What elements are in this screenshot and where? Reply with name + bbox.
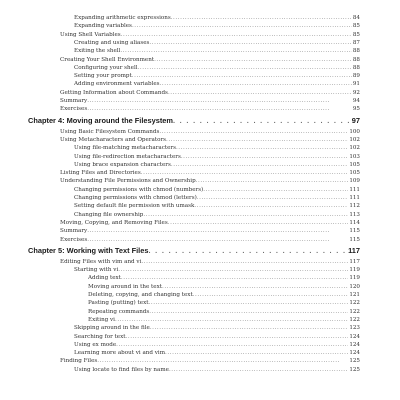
dot-leader bbox=[141, 258, 348, 266]
entry-title: Expanding variables bbox=[74, 23, 132, 30]
entry-title: Setting default file permission with umask bbox=[74, 203, 195, 210]
toc-entry-level-1 bbox=[60, 31, 360, 39]
dot-leader bbox=[168, 89, 352, 97]
toc-entry-level-2 bbox=[74, 80, 360, 88]
entry-title: Creating and using aliases bbox=[74, 39, 150, 46]
entry-title: Listing Files and Directories bbox=[60, 170, 141, 177]
dot-leader bbox=[143, 211, 348, 219]
entry-title: Expanding arithmetic expressions bbox=[74, 15, 171, 21]
entry-title: Using Basic Filesystem Commands bbox=[60, 128, 160, 135]
entry-title: Getting Information about Commands bbox=[60, 89, 168, 96]
entry-title: Using file-matching metacharacters bbox=[74, 145, 176, 152]
entry-title: Exiting the shell bbox=[74, 48, 121, 55]
dot-leader bbox=[138, 64, 352, 72]
dot-leader bbox=[160, 80, 352, 88]
dot-leader bbox=[121, 274, 348, 282]
page-number: 88 bbox=[352, 48, 360, 55]
entry-title: Creating Your Shell Environment bbox=[60, 56, 155, 63]
page-number: 89 bbox=[352, 73, 360, 80]
dot-leader bbox=[194, 202, 348, 210]
page-number: 119 bbox=[349, 267, 360, 274]
dot-leader bbox=[87, 236, 348, 244]
page-number: 124 bbox=[349, 333, 360, 340]
page-number: 115 bbox=[349, 228, 360, 235]
entry-title: Using Metacharacters and Operators bbox=[60, 136, 166, 143]
page-number: 85 bbox=[352, 23, 360, 30]
page-number: 125 bbox=[349, 366, 360, 373]
dot-leader bbox=[141, 169, 349, 177]
toc-entry-level-3 bbox=[88, 316, 360, 324]
entry-title: Deleting, copying, and changing text bbox=[88, 292, 193, 298]
page-number: 113 bbox=[349, 211, 360, 218]
entry-title: Exercises bbox=[60, 106, 88, 113]
toc-entry-level-2 bbox=[74, 39, 360, 47]
page-number: 105 bbox=[349, 170, 360, 177]
dot-leader bbox=[171, 14, 352, 22]
dot-leader bbox=[169, 366, 348, 374]
toc-entry-level-2 bbox=[74, 202, 360, 210]
entry-title: Pasting (putting) text bbox=[88, 300, 149, 307]
entry-title: Configuring your shell bbox=[74, 64, 138, 71]
page-number: 124 bbox=[349, 350, 360, 357]
toc-entry-level-1 bbox=[60, 236, 360, 244]
toc-entry-level-1 bbox=[60, 136, 360, 144]
dot-leader bbox=[197, 194, 349, 202]
dot-leader bbox=[97, 357, 348, 365]
page-number: 122 bbox=[349, 300, 360, 307]
entry-title: Adding environment variables bbox=[74, 81, 160, 88]
page-number: 97 bbox=[351, 116, 360, 126]
dot-leader bbox=[87, 227, 348, 235]
page-number: 125 bbox=[349, 358, 360, 365]
dot-leader bbox=[165, 349, 348, 357]
dot-leader bbox=[176, 144, 348, 152]
toc-entry-level-3 bbox=[88, 291, 360, 299]
toc-entry-level-2 bbox=[74, 64, 360, 72]
toc-entry-level-3 bbox=[88, 283, 360, 291]
page-number: 114 bbox=[349, 219, 360, 226]
page-number: 94 bbox=[352, 98, 360, 104]
toc-chapter-heading bbox=[28, 116, 360, 126]
dot-leader bbox=[126, 333, 349, 341]
page-number: 123 bbox=[349, 325, 360, 332]
entry-title: Skipping around in the file bbox=[74, 325, 150, 332]
page-number: 85 bbox=[352, 31, 360, 38]
entry-title: Changing file ownership bbox=[74, 211, 144, 218]
dot-leader bbox=[149, 39, 351, 47]
dot-leader bbox=[154, 56, 352, 64]
dot-leader bbox=[115, 316, 348, 324]
dot-leader bbox=[173, 116, 351, 126]
entry-title: Repeating commands bbox=[88, 308, 150, 315]
page-number: 102 bbox=[349, 136, 360, 143]
entry-title: Using ex mode bbox=[74, 341, 117, 348]
toc-entry-level-3 bbox=[88, 274, 360, 282]
entry-title: Learning more about vi and vim bbox=[74, 350, 166, 357]
toc-entry-level-1 bbox=[60, 89, 360, 97]
page-number: 103 bbox=[349, 153, 360, 160]
page-number: 120 bbox=[349, 283, 360, 290]
entry-title: Exercises bbox=[60, 236, 88, 243]
toc-entry-level-2 bbox=[74, 186, 360, 194]
dot-leader bbox=[196, 177, 349, 185]
dot-leader bbox=[193, 291, 349, 299]
dot-leader bbox=[150, 324, 349, 332]
toc-entry-level-2 bbox=[74, 144, 360, 152]
page-number: 122 bbox=[349, 316, 360, 323]
dot-leader bbox=[87, 105, 352, 113]
entry-title: Exiting vi bbox=[88, 316, 115, 323]
toc-entry-level-2 bbox=[74, 324, 360, 332]
dot-leader bbox=[132, 22, 352, 30]
toc-entry-level-2 bbox=[74, 22, 360, 30]
entry-title: Using locate to find files by name bbox=[74, 366, 169, 373]
toc-entry-level-2 bbox=[74, 266, 360, 274]
entry-title: Summary bbox=[60, 228, 88, 235]
page-number: 115 bbox=[349, 236, 360, 243]
entry-title: Moving around in the text bbox=[88, 283, 163, 290]
dot-leader bbox=[159, 128, 348, 136]
toc-entry-level-1 bbox=[60, 177, 360, 185]
page-number: 88 bbox=[352, 64, 360, 71]
page-number: 84 bbox=[352, 15, 360, 21]
dot-leader bbox=[116, 341, 348, 349]
entry-title: Adding text bbox=[88, 275, 121, 282]
toc-entry-level-2 bbox=[74, 47, 360, 55]
page-number: 124 bbox=[349, 341, 360, 348]
page-number: 100 bbox=[349, 128, 360, 135]
page-number: 102 bbox=[349, 145, 360, 152]
toc-entry-level-1 bbox=[60, 128, 360, 136]
dot-leader bbox=[87, 97, 352, 105]
toc-entry-level-2 bbox=[74, 341, 360, 349]
dot-leader bbox=[171, 161, 348, 169]
entry-title: Setting your prompt bbox=[74, 73, 132, 80]
dot-leader bbox=[132, 72, 352, 80]
toc-entry-level-2 bbox=[74, 211, 360, 219]
dot-leader bbox=[148, 299, 348, 307]
page-number: 88 bbox=[352, 56, 360, 63]
page-number: 92 bbox=[352, 89, 360, 96]
toc-entry-level-2 bbox=[74, 349, 360, 357]
page-number: 117 bbox=[349, 258, 360, 265]
dot-leader bbox=[181, 153, 348, 161]
toc-entry-level-1 bbox=[60, 97, 360, 105]
dot-leader bbox=[168, 219, 349, 227]
toc-entry-level-2 bbox=[74, 153, 360, 161]
dot-leader bbox=[166, 136, 348, 144]
chapter-title: Chapter 4: Moving around the Filesystem bbox=[28, 116, 173, 126]
dot-leader bbox=[149, 308, 348, 316]
dot-leader bbox=[203, 186, 348, 194]
page-number: 91 bbox=[352, 81, 360, 88]
toc-chapter-heading bbox=[28, 246, 360, 256]
dot-leader bbox=[118, 266, 348, 274]
entry-title: Changing permissions with chmod (letters) bbox=[74, 195, 197, 201]
page-number: 121 bbox=[349, 292, 360, 298]
entry-title: Using Shell Variables bbox=[60, 31, 121, 38]
toc-entry-level-2 bbox=[74, 72, 360, 80]
entry-title: Searching for text bbox=[74, 333, 126, 340]
page-number: 95 bbox=[352, 106, 360, 113]
page-number: 119 bbox=[349, 275, 360, 282]
page-number: 105 bbox=[349, 161, 360, 168]
toc-entry-level-2 bbox=[74, 366, 360, 374]
entry-title: Starting with vi bbox=[74, 267, 119, 274]
dot-leader bbox=[162, 283, 348, 291]
toc-entry-level-1 bbox=[60, 227, 360, 235]
entry-title: Summary bbox=[60, 98, 88, 104]
dot-leader bbox=[121, 31, 352, 39]
toc-entry-level-2 bbox=[74, 333, 360, 341]
toc-entry-level-3 bbox=[88, 308, 360, 316]
toc-entry-level-2 bbox=[74, 14, 360, 22]
toc-entry-level-1 bbox=[60, 357, 360, 365]
chapter-title: Chapter 5: Working with Text Files bbox=[28, 246, 149, 256]
page-number: 112 bbox=[349, 203, 360, 210]
toc-entry-level-1 bbox=[60, 105, 360, 113]
page-number: 109 bbox=[349, 178, 360, 185]
entry-title: Using brace expansion characters bbox=[74, 161, 171, 168]
dot-leader bbox=[148, 246, 347, 256]
page-number: 111 bbox=[349, 186, 360, 193]
page-number: 111 bbox=[349, 195, 360, 201]
entry-title: Moving, Copying, and Removing Files bbox=[60, 219, 168, 226]
entry-title: Finding Files bbox=[60, 358, 98, 365]
toc-entry-level-1 bbox=[60, 56, 360, 64]
toc-entry-level-2 bbox=[74, 194, 360, 202]
entry-title: Understanding File Permissions and Ownership bbox=[60, 178, 196, 185]
entry-title: Using file-redirection metacharacters bbox=[74, 153, 181, 160]
toc-entry-level-3 bbox=[88, 299, 360, 307]
toc-entry-level-2 bbox=[74, 161, 360, 169]
toc-entry-level-1 bbox=[60, 219, 360, 227]
entry-title: Editing Files with vim and vi bbox=[60, 258, 142, 265]
dot-leader bbox=[120, 47, 352, 55]
toc-entry-level-1 bbox=[60, 169, 360, 177]
page-number: 87 bbox=[352, 39, 360, 46]
page-number: 122 bbox=[349, 308, 360, 315]
entry-title: Changing permissions with chmod (numbers) bbox=[74, 186, 204, 193]
toc-entry-level-1 bbox=[60, 258, 360, 266]
page-number: 117 bbox=[348, 246, 360, 256]
